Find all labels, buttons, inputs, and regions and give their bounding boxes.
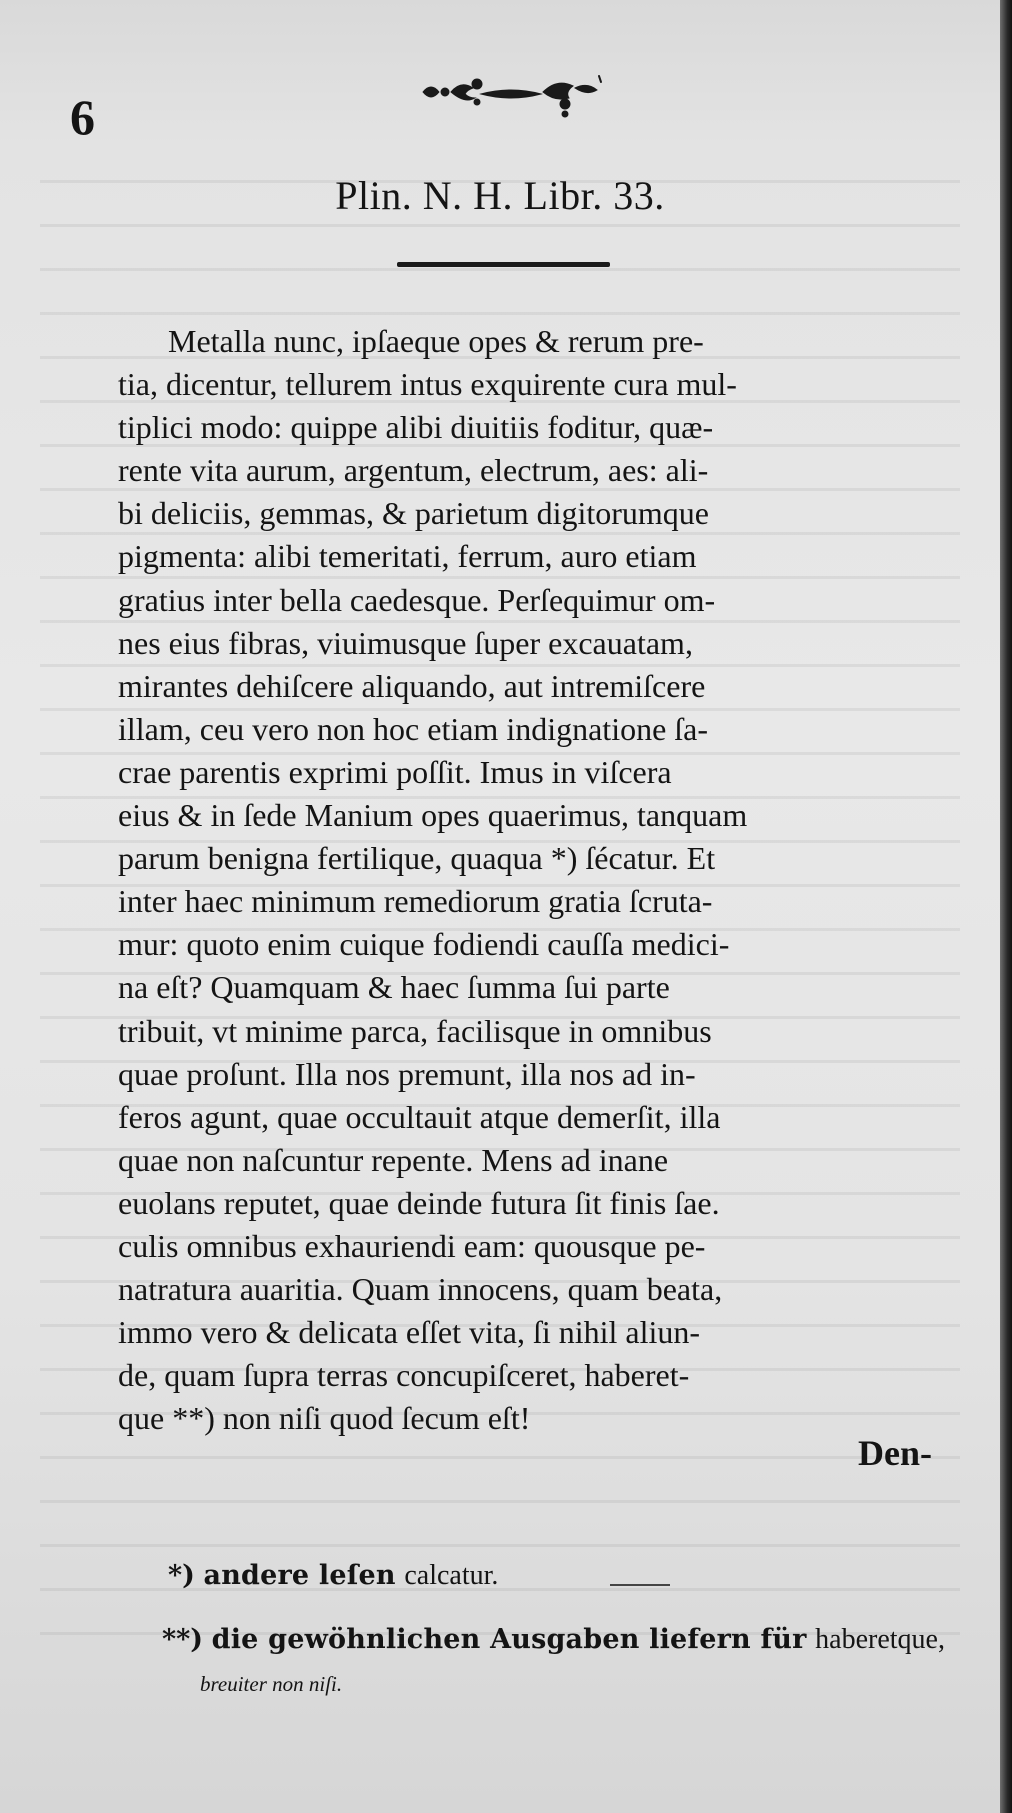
text-line: natratura auaritia. Quam innocens, quam beata, bbox=[118, 1271, 723, 1308]
text-line: nes eius fibras, viuimusque ſuper excauatam, bbox=[118, 624, 693, 661]
text-line: tribuit, vt minime parca, facilisque in omnibus bbox=[118, 1012, 712, 1049]
text-line: que **) non niſi quod ſecum eſt! bbox=[118, 1400, 531, 1437]
footnote-latin-text: haberetque, bbox=[815, 1624, 945, 1655]
text-line: na eſt? Quamquam & haec ſumma ſui parte bbox=[118, 969, 670, 1006]
text-line: feros agunt, quae occultauit atque demerſit, illa bbox=[118, 1098, 721, 1135]
text-line: eius & in ſede Manium opes quaerimus, tanquam bbox=[118, 797, 748, 834]
text-line: pigmenta: alibi temeritati, ferrum, auro etiam bbox=[118, 538, 697, 575]
text-line: culis omnibus exhauriendi eam: quousque pe- bbox=[118, 1227, 706, 1264]
text-line: tiplici modo: quippe alibi diuitiis foditur, quæ- bbox=[118, 409, 714, 446]
text-line: gratius inter bella caedesque. Perſequimur om- bbox=[118, 581, 716, 618]
text-line: illam, ceu vero non hoc etiam indignatione ſa- bbox=[118, 710, 709, 747]
text-line: euolans reputet, quae deinde futura ſit finis ſae. bbox=[118, 1184, 720, 1221]
text-line: quae non naſcuntur repente. Mens ad inane bbox=[118, 1141, 669, 1178]
text-line: tia, dicentur, tellurem intus exquirente cura mul- bbox=[118, 366, 737, 403]
running-title: Plin. N. H. Libr. 33. bbox=[335, 173, 665, 218]
footnote-marker: *) bbox=[168, 1560, 195, 1591]
footnote-german-text: andere leſen bbox=[203, 1560, 396, 1591]
text-line: crae parentis exprimi poſſit. Imus in viſcera bbox=[118, 753, 672, 790]
text-line: quae proſunt. Illa nos premunt, illa nos ad in- bbox=[118, 1055, 696, 1092]
text-line: Metalla nunc, ipſaeque opes & rerum pre- bbox=[168, 323, 704, 359]
footnote-german-text: die gewöhnlichen Ausgaben liefern für bbox=[211, 1624, 807, 1655]
catchword: Den- bbox=[858, 1433, 932, 1473]
text-line: parum benigna fertilique, quaqua *) ſécatur. Et bbox=[118, 840, 716, 877]
text-line: inter haec minimum remediorum gratia ſcruta- bbox=[118, 883, 713, 920]
footnote-continuation: breuiter non niſi. bbox=[200, 1672, 343, 1696]
text-line: mur: quoto enim cuique fodiendi cauſſa medici- bbox=[118, 926, 730, 963]
footnote-2 bbox=[162, 1624, 945, 1656]
footnote-latin-text: calcatur. bbox=[404, 1560, 499, 1591]
text-line: immo vero & delicata eſſet vita, ſi nihil aliun- bbox=[118, 1314, 701, 1351]
text-line: bi deliciis, gemmas, & parietum digitorumque bbox=[118, 495, 709, 532]
text-line: rente vita aurum, argentum, electrum, aes: ali- bbox=[118, 452, 709, 489]
footnote-1 bbox=[168, 1560, 498, 1592]
text-line: de, quam ſupra terras concupiſceret, haberet- bbox=[118, 1357, 690, 1394]
page-number: 6 bbox=[70, 89, 95, 145]
footnote-marker: **) bbox=[162, 1624, 204, 1655]
body-text bbox=[118, 320, 956, 1440]
book-edge-shadow bbox=[1000, 0, 1012, 1813]
text-line: mirantes dehiſcere aliquando, aut intremiſcere bbox=[118, 667, 706, 704]
title-rule bbox=[397, 262, 610, 267]
footnote-divider bbox=[610, 1584, 670, 1586]
fleuron-ornament-icon bbox=[415, 70, 605, 125]
